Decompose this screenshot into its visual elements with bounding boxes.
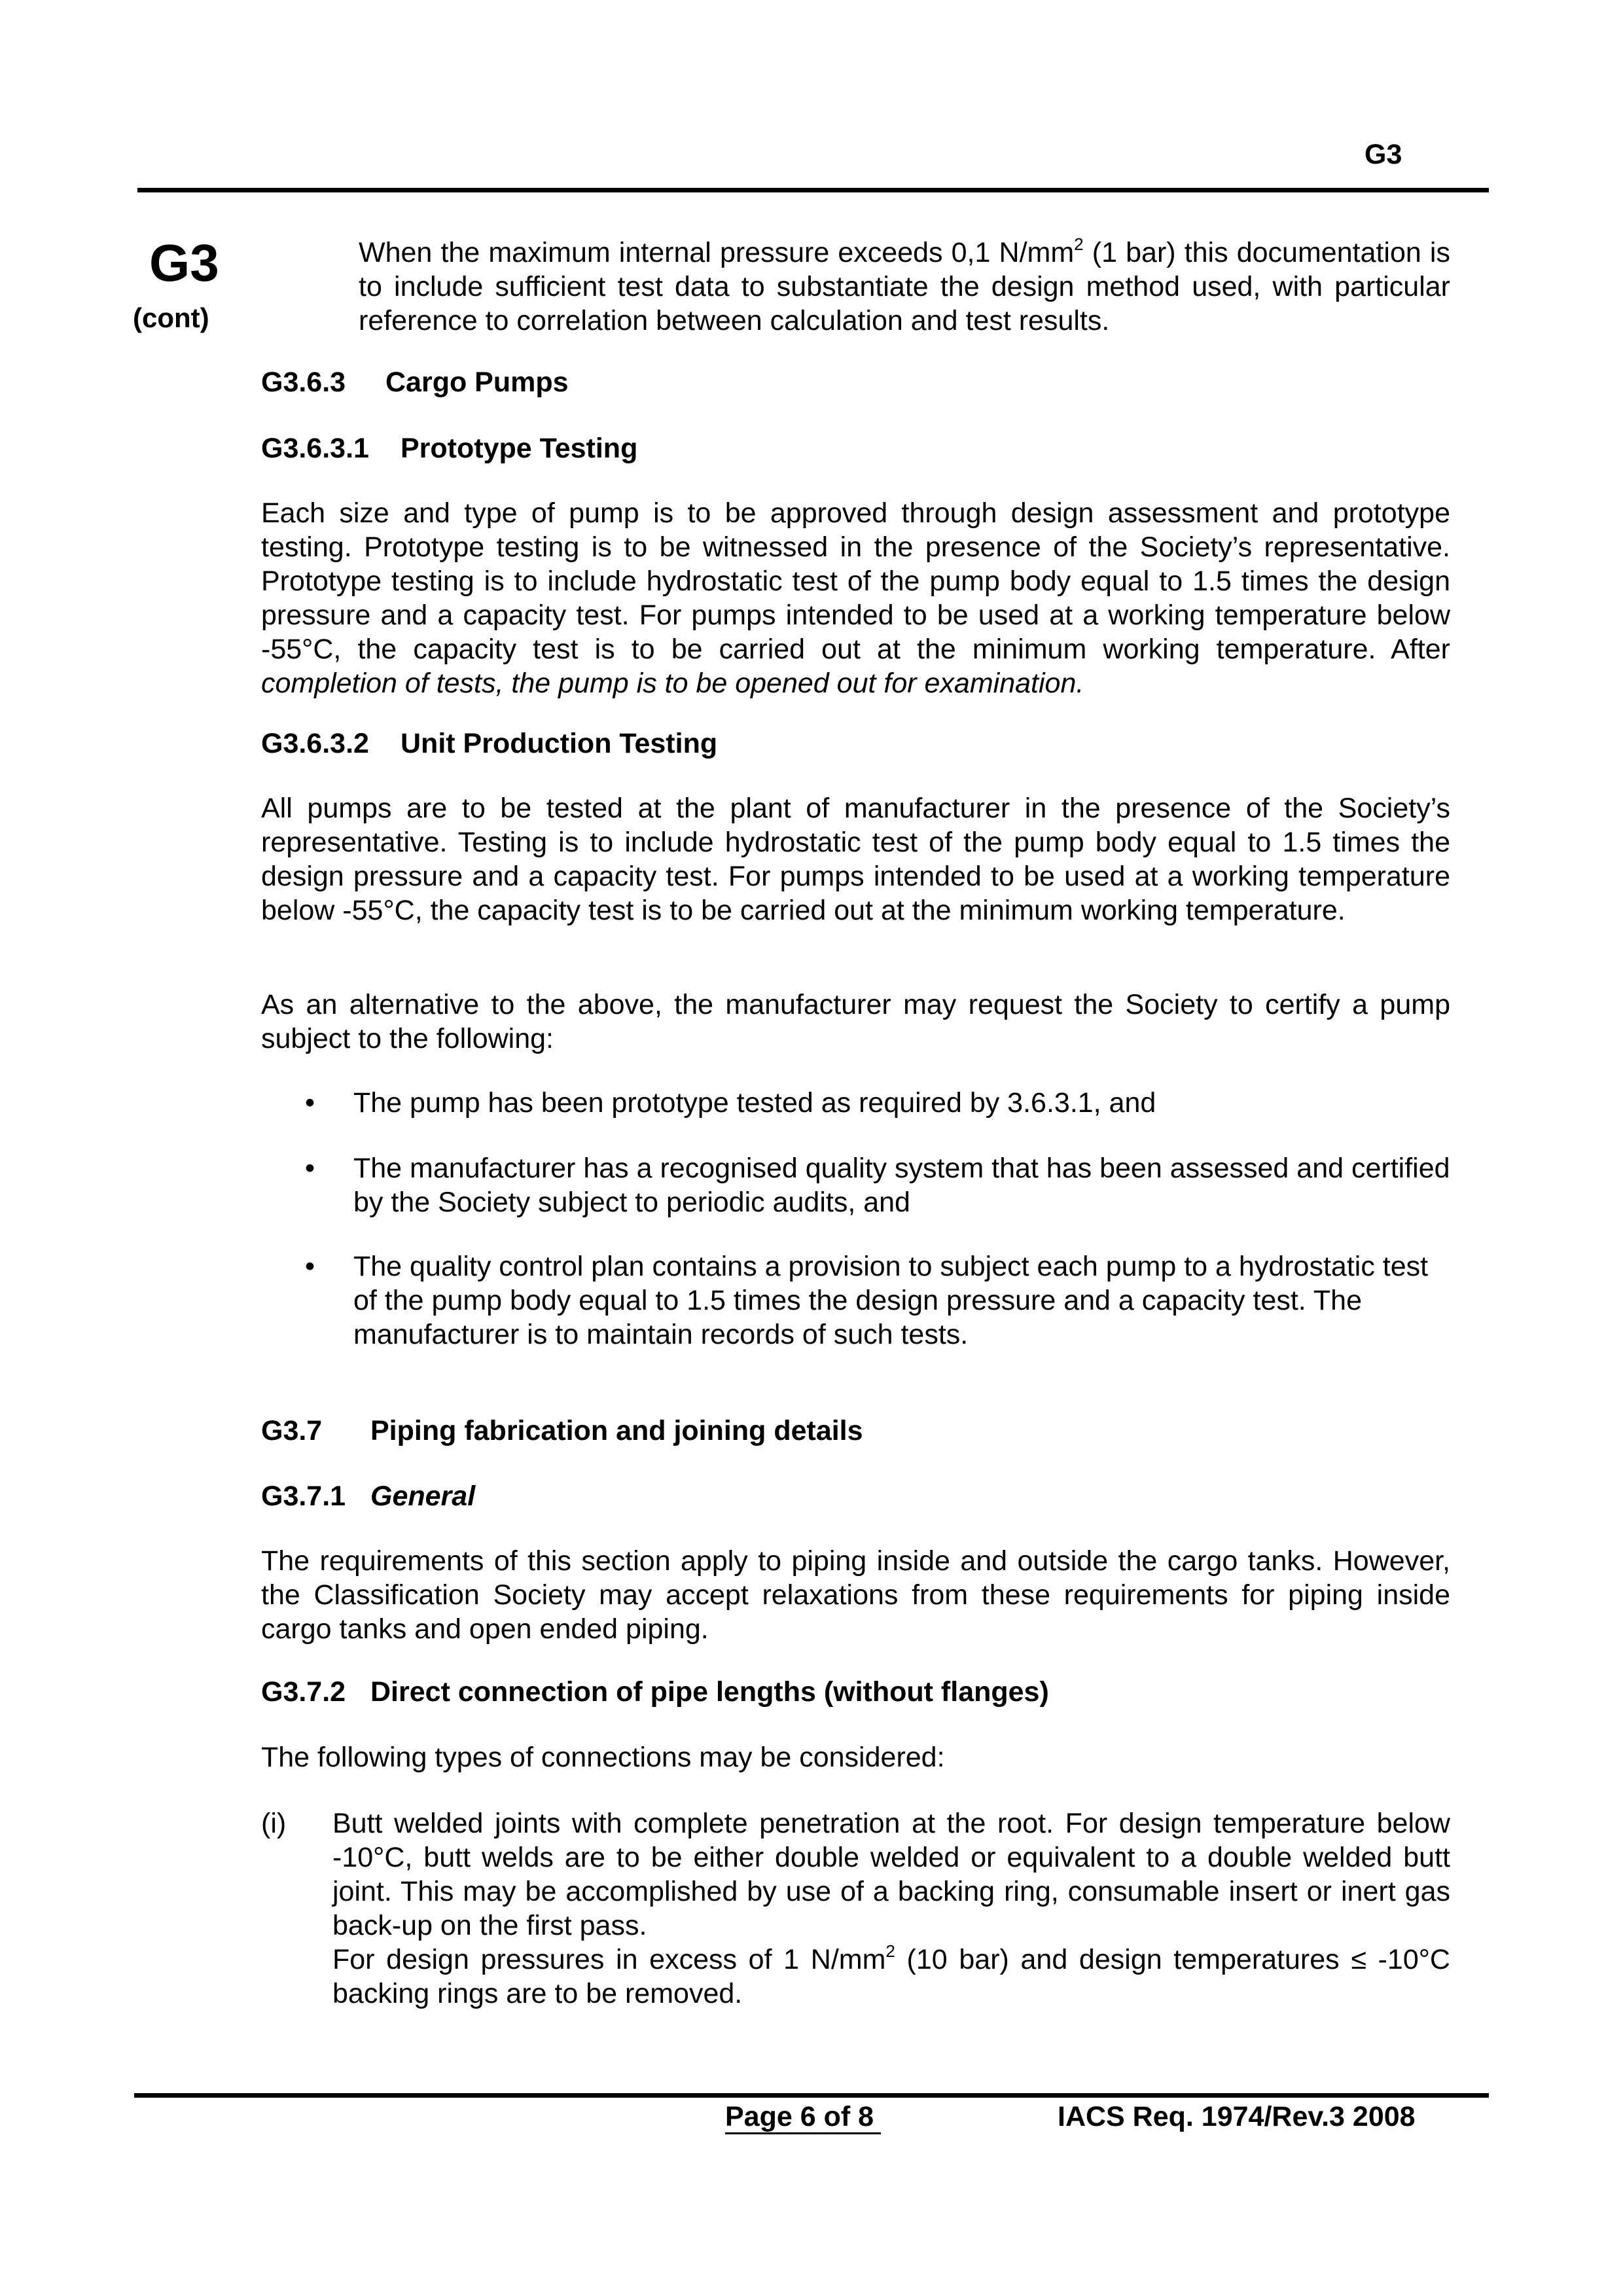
list-number: (i) xyxy=(261,1808,287,1839)
heading-g3-7-2: G3.7.2 Direct connection of pipe lengths (without flanges) xyxy=(261,1676,1049,1708)
footer-page-underline xyxy=(725,2132,881,2134)
paragraph-general: The requirements of this section apply to piping inside and outside the cargo tanks. However, the Classification Society may accept relaxations from these requirements for piping inside cargo tanks and open ended piping. xyxy=(261,1545,1450,1645)
header-code: G3 xyxy=(1364,139,1402,170)
footer-rule xyxy=(134,2093,1489,2098)
paragraph-prototype-testing: Each size and type of pump is to be approved through design assessment and prototype testing. Prototype testing is to be witnessed in the presence of the Society’s representative. Prototype testing is to include hydrostatic test of the pump body equal to 1.5 times the design pressure and a capacity test. For pumps intended to be used at a working temperature below -55°C, the capacity test is to be carried out at the minimum working temperature. After completion of tests, the pump is to be opened out for examination. xyxy=(261,497,1450,699)
heading-g3-6-3-1: G3.6.3.1 Prototype Testing xyxy=(261,433,638,464)
sidebar-code: G3 xyxy=(149,234,219,292)
heading-g3-6-3: G3.6.3 Cargo Pumps xyxy=(261,367,569,398)
paragraph-connection-types: The following types of connections may be considered: xyxy=(261,1742,945,1773)
intro-paragraph: When the maximum internal pressure exceeds 0,1 $N/mm^2$ (1 bar) this documentation is to include sufficient test data to substantiate the design method used, with particular reference to correlation between calculation and test results. xyxy=(359,234,1450,336)
bullet-item: The quality control plan contains a provision to subject each pump to a hydrostatic test of the pump body equal to 1.5 times the design pressure and a capacity test. The manufacturer is to maintain records of such tests. xyxy=(353,1251,1429,1350)
footer-page-number: Page 6 of 8 xyxy=(725,2101,874,2132)
bullet-marker: • xyxy=(305,1153,315,1184)
heading-g3-7: G3.7 Piping fabrication and joining details xyxy=(261,1415,863,1446)
bullet-item: The pump has been prototype tested as required by 3.6.3.1, and xyxy=(353,1087,1156,1119)
paragraph-alternative: As an alternative to the above, the manufacturer may request the Society to certify a pump subject to the following: xyxy=(261,989,1450,1054)
list-item-butt-welded: Butt welded joints with complete penetration at the root. For design temperature below -10°C, butt welds are to be either double welded or equivalent to a double welded butt joint. This may be accomplished by use of a backing ring, consumable insert or inert gas back-up on the first pass. For design pressures in excess of 1 $N/mm^2$ (10 bar) and design temperatures ≤ -10°C backing rings are to be removed. xyxy=(332,1808,1450,2009)
header-rule xyxy=(137,188,1489,192)
heading-g3-6-3-2: G3.6.3.2 Unit Production Testing xyxy=(261,728,718,759)
paragraph-unit-production-testing: All pumps are to be tested at the plant of manufacturer in the presence of the Society’s representative. Testing is to include hydrostatic test of the pump body equal to 1.5 times the design pressure and a capacity test. For pumps intended to be used at a working temperature below -55°C, the capacity test is to be carried out at the minimum working temperature. xyxy=(261,793,1450,926)
bullet-item: The manufacturer has a recognised quality system that has been assessed and certified by the Society subject to periodic audits, and xyxy=(353,1153,1450,1218)
heading-g3-7-1: G3.7.1 General xyxy=(261,1480,476,1512)
bullet-marker: • xyxy=(305,1251,315,1282)
sidebar-cont: (cont) xyxy=(133,302,209,333)
footer-reference: IACS Req. 1974/Rev.3 2008 xyxy=(1058,2101,1416,2132)
bullet-marker: • xyxy=(305,1087,315,1119)
